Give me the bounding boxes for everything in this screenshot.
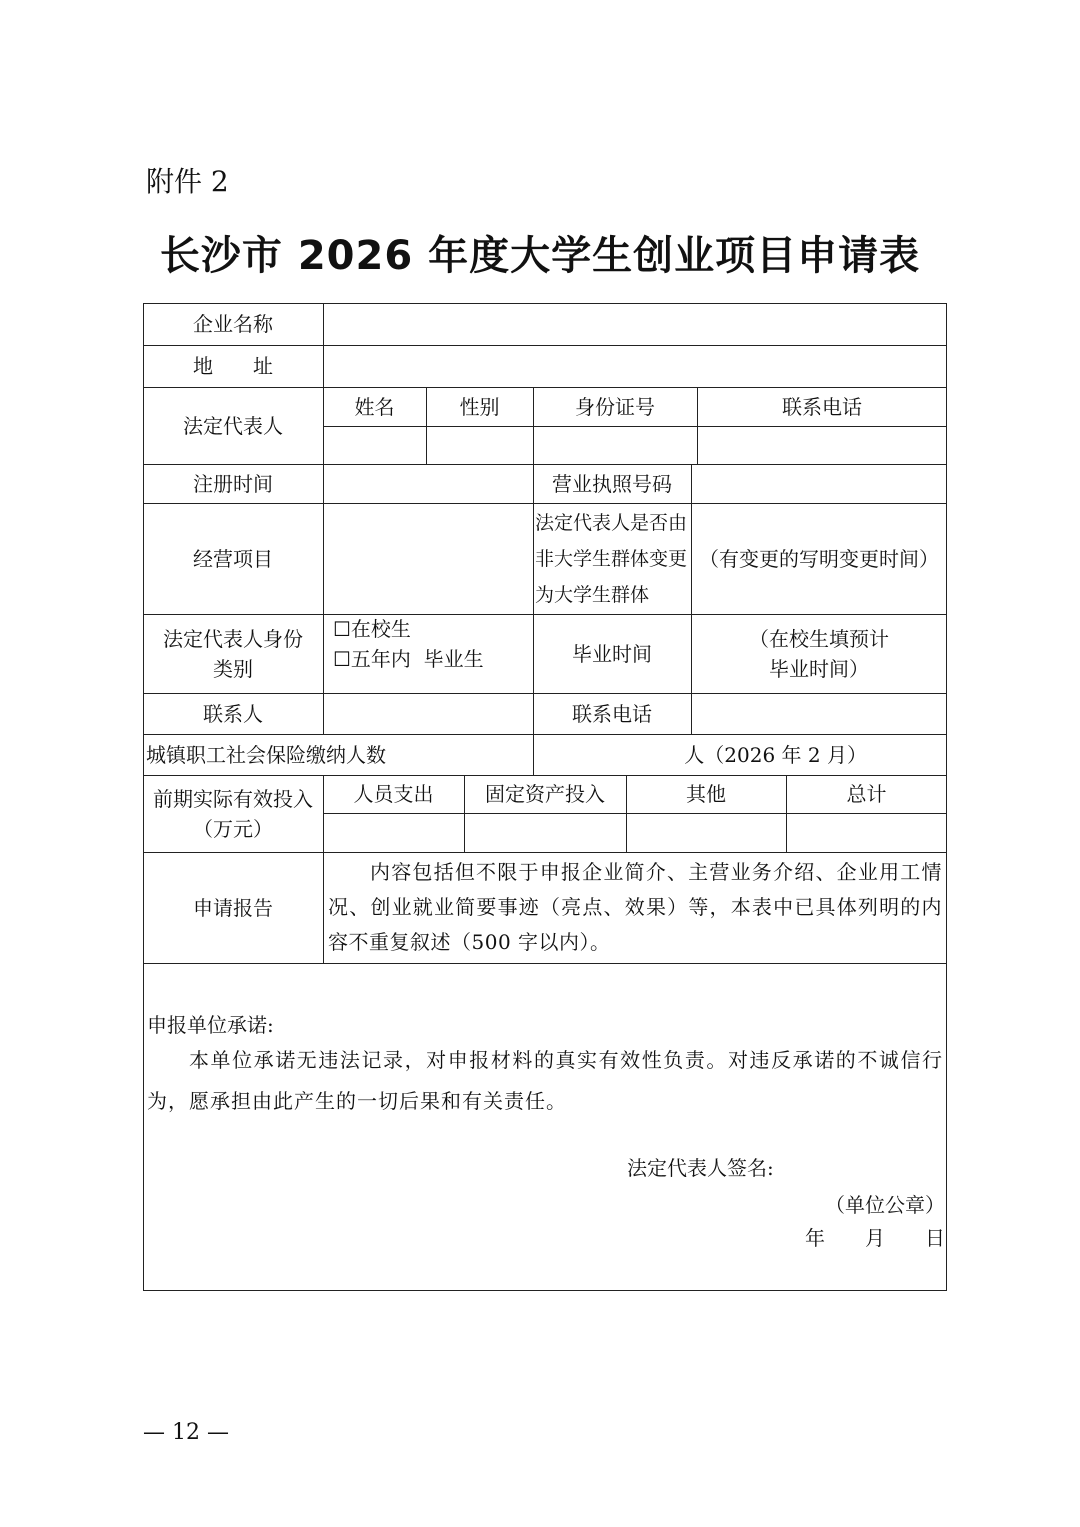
option-recent-graduate[interactable]: ☐五年内 毕业生 [333,647,484,671]
graduation-note-line: （在校生填预计 [749,626,889,651]
rep-name-header: 姓名 [354,394,395,419]
rep-phone-header: 联系电话 [782,394,862,419]
report-content[interactable]: 内容包括但不限于申报企业简介、主营业务介绍、企业用工情况、创业就业简要事迹（亮点、效果）等，本表中已具体列明的内容不重复叙述（500 字以内）。 [328,860,942,954]
investment-label [143,775,323,852]
address-field[interactable] [323,345,947,387]
option-current-student[interactable]: ☐在校生 [333,617,411,641]
page-title: 长沙市 2026 年度大学生创业项目申请表 [159,233,921,279]
pledge-heading: 申报单位承诺: [147,1013,274,1037]
contact-person-field[interactable] [323,693,533,734]
register-time-label: 注册时间 [193,471,273,496]
rep-gender-header: 性别 [459,394,500,419]
license-no-label: 营业执照号码 [552,471,672,496]
rep-changed-question-line: 非大学生群体变更 [535,547,688,570]
graduation-note [691,614,947,693]
total-field[interactable] [786,813,947,852]
total-header: 总计 [846,782,887,806]
rep-id-header: 身份证号 [575,394,655,419]
rep-id-field[interactable] [533,426,697,464]
register-time-field[interactable] [323,464,533,503]
rep-gender-field[interactable] [426,426,533,464]
identity-type-label-line: 类别 [213,656,253,681]
seal-label: （单位公章） [825,1193,945,1217]
legal-rep-label: 法定代表人 [183,413,283,438]
other-header: 其他 [686,782,726,806]
rep-changed-question [535,503,695,614]
date-label: 年 月 日 [805,1226,945,1250]
company-name-field[interactable] [323,303,947,345]
identity-type-label [143,614,323,693]
page-number: — 12 — [143,1420,229,1445]
graduation-time-label: 毕业时间 [572,641,652,666]
insurance-unit: 人（2026 年 2 月） [684,742,867,767]
identity-options [333,614,533,693]
rep-changed-note: （有变更的写明变更时间） [699,546,939,571]
rep-name-field[interactable] [323,426,426,464]
investment-label-line: （万元） [193,816,273,841]
personnel-cost-header: 人员支出 [353,782,434,806]
contact-phone-label: 联系电话 [572,701,652,726]
rep-phone-field[interactable] [697,426,947,464]
business-scope-field[interactable] [323,503,533,614]
fixed-asset-field[interactable] [464,813,626,852]
identity-type-label-line: 法定代表人身份 [163,626,303,651]
address-label: 地 址 [193,354,273,378]
graduation-note-line: 毕业时间） [769,656,869,681]
rep-changed-question-line: 法定代表人是否由 [535,511,688,534]
license-no-field[interactable] [691,464,947,503]
pledge-text: 本单位承诺无违法记录，对申报材料的真实有效性负责。对违反承诺的不诚信行为，愿承担由此产生的一切后果和有关责任。 [147,1048,943,1113]
fixed-asset-header: 固定资产投入 [485,782,605,806]
contact-phone-field[interactable] [691,693,947,734]
contact-person-label: 联系人 [203,701,263,726]
business-scope-label: 经营项目 [193,546,273,571]
rep-changed-question-line: 为大学生群体 [535,583,650,606]
application-report-label: 申请报告 [193,895,273,920]
company-name-label: 企业名称 [193,312,273,336]
signature-label: 法定代表人签名: [627,1156,774,1180]
personnel-cost-field[interactable] [323,813,464,852]
attachment-label: 附件 2 [146,165,229,198]
investment-label-line: 前期实际有效投入 [153,786,313,811]
insurance-count-label: 城镇职工社会保险缴纳人数 [146,742,386,767]
other-field[interactable] [626,813,786,852]
